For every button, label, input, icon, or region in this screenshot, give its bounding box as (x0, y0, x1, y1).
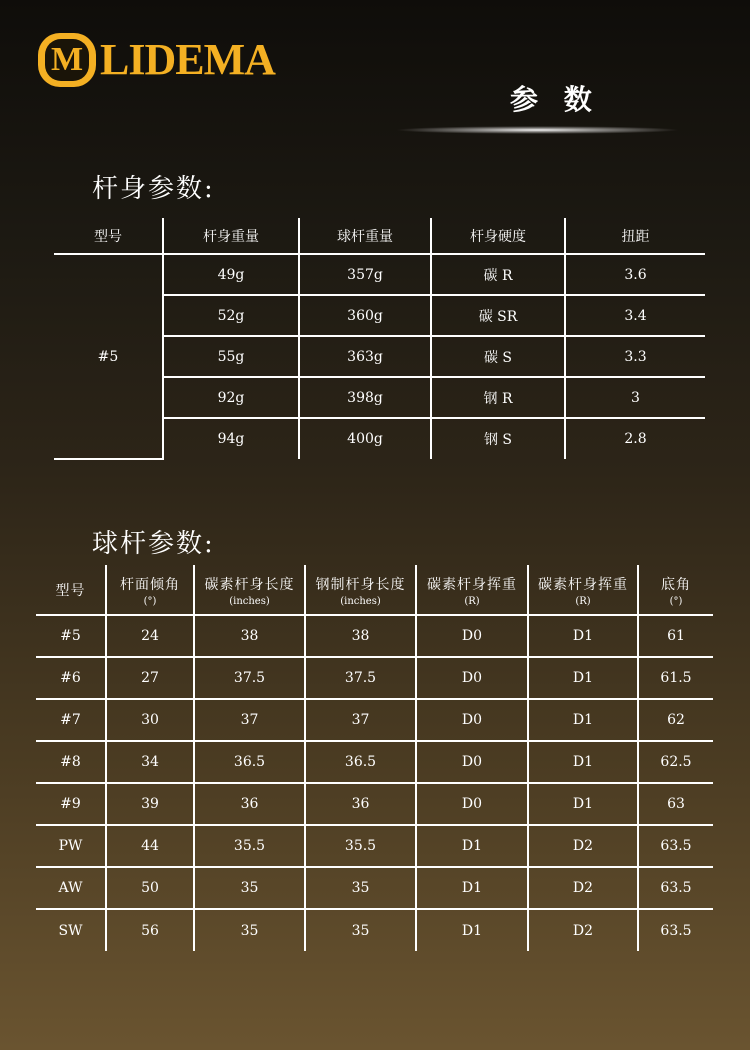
table-cell: 55g (163, 336, 299, 377)
table-cell: 27 (106, 657, 194, 699)
table-cell: 3.6 (565, 254, 705, 295)
table-row (36, 867, 713, 909)
table-header-row (54, 218, 705, 254)
table-cell: 38 (305, 615, 416, 657)
model-cell: #6 (36, 657, 106, 699)
table-cell: 37 (305, 699, 416, 741)
table-cell: 37.5 (194, 657, 305, 699)
header-cell: 杆身硬度 (431, 218, 565, 254)
table-row (36, 783, 713, 825)
table-row (36, 909, 713, 951)
table-cell: 36.5 (305, 741, 416, 783)
table-cell: 35.5 (305, 825, 416, 867)
table-cell: 24 (106, 615, 194, 657)
table-cell: 35.5 (194, 825, 305, 867)
table-cell: 35 (305, 909, 416, 951)
table-cell: 92g (163, 377, 299, 418)
table-cell: 44 (106, 825, 194, 867)
table-cell: 63.5 (638, 825, 713, 867)
table-cell: 35 (305, 867, 416, 909)
table-cell: 碳 R (431, 254, 565, 295)
table-cell: D1 (528, 741, 638, 783)
table-row (36, 657, 713, 699)
table-cell: D1 (528, 783, 638, 825)
table-cell: 63.5 (638, 909, 713, 951)
table-cell: 61.5 (638, 657, 713, 699)
logo-badge-icon (38, 33, 96, 87)
header-cell: 碳素杆身挥重 (R) (416, 565, 528, 615)
header-cell: 钢制杆身长度 (inches) (305, 565, 416, 615)
table-cell: 39 (106, 783, 194, 825)
table-cell: D0 (416, 783, 528, 825)
table-cell: 357g (299, 254, 431, 295)
table-cell: D0 (416, 741, 528, 783)
heading-underline-glow (395, 126, 680, 134)
table-cell: 400g (299, 418, 431, 459)
table-row (36, 699, 713, 741)
header-cell: 球杆重量 (299, 218, 431, 254)
table-cell: 34 (106, 741, 194, 783)
header-cell: 杆面倾角 (°) (106, 565, 194, 615)
table-cell: D1 (416, 867, 528, 909)
table-cell: 30 (106, 699, 194, 741)
table-cell: 38 (194, 615, 305, 657)
brand-logo (38, 32, 275, 88)
table-cell: 36.5 (194, 741, 305, 783)
table-cell: 63 (638, 783, 713, 825)
table-cell: 56 (106, 909, 194, 951)
table-cell: D0 (416, 699, 528, 741)
model-cell: #7 (36, 699, 106, 741)
table-cell: 360g (299, 295, 431, 336)
table-cell: D2 (528, 867, 638, 909)
logo-wordmark: LIDEMA (100, 35, 275, 84)
header-cell: 扭距 (565, 218, 705, 254)
header-cell: 型号 (36, 565, 106, 615)
model-cell: AW (36, 867, 106, 909)
table-cell: D2 (528, 909, 638, 951)
table-cell: D1 (528, 657, 638, 699)
table-cell: 61 (638, 615, 713, 657)
model-cell: #5 (54, 254, 163, 459)
table-cell: 3.3 (565, 336, 705, 377)
table-cell: D1 (416, 909, 528, 951)
table-cell: 3 (565, 377, 705, 418)
table-cell: 35 (194, 867, 305, 909)
header-cell: 底角 (°) (638, 565, 713, 615)
table-cell: 49g (163, 254, 299, 295)
table-cell: 94g (163, 418, 299, 459)
table-row (54, 254, 705, 295)
table-row (36, 741, 713, 783)
table-cell: 398g (299, 377, 431, 418)
table-row (36, 825, 713, 867)
shaft-section-title: 杆身参数: (92, 174, 215, 204)
table-cell: 63.5 (638, 867, 713, 909)
club-parameters-table (36, 565, 713, 951)
table-header-row (36, 565, 713, 615)
header-cell: 杆身重量 (163, 218, 299, 254)
table-cell: D1 (528, 699, 638, 741)
table-cell: 37.5 (305, 657, 416, 699)
table-cell: 37 (194, 699, 305, 741)
table-cell: 碳 SR (431, 295, 565, 336)
table-cell: 碳 S (431, 336, 565, 377)
table-cell: D0 (416, 657, 528, 699)
table-cell: 35 (194, 909, 305, 951)
table-cell: 36 (194, 783, 305, 825)
table-cell: 62.5 (638, 741, 713, 783)
page-title: 参 数 (510, 83, 600, 116)
table-cell: 3.4 (565, 295, 705, 336)
table-cell: 62 (638, 699, 713, 741)
table-cell: 2.8 (565, 418, 705, 459)
table-cell: 50 (106, 867, 194, 909)
table-cell: 钢 S (431, 418, 565, 459)
table-cell: 36 (305, 783, 416, 825)
table-cell: 52g (163, 295, 299, 336)
header-cell: 碳素杆身长度 (inches) (194, 565, 305, 615)
table-cell: 363g (299, 336, 431, 377)
header-cell: 型号 (54, 218, 163, 254)
logo-badge-letter: M (45, 39, 89, 81)
header-cell: 碳素杆身挥重 (R) (528, 565, 638, 615)
table-cell: D1 (528, 615, 638, 657)
table-cell: D0 (416, 615, 528, 657)
shaft-parameters-table (54, 218, 705, 460)
model-cell: #5 (36, 615, 106, 657)
table-row (36, 615, 713, 657)
model-cell: PW (36, 825, 106, 867)
club-section-title: 球杆参数: (92, 529, 215, 559)
model-cell: SW (36, 909, 106, 951)
model-cell: #8 (36, 741, 106, 783)
table-cell: D1 (416, 825, 528, 867)
table-cell: 钢 R (431, 377, 565, 418)
model-cell: #9 (36, 783, 106, 825)
table-cell: D2 (528, 825, 638, 867)
